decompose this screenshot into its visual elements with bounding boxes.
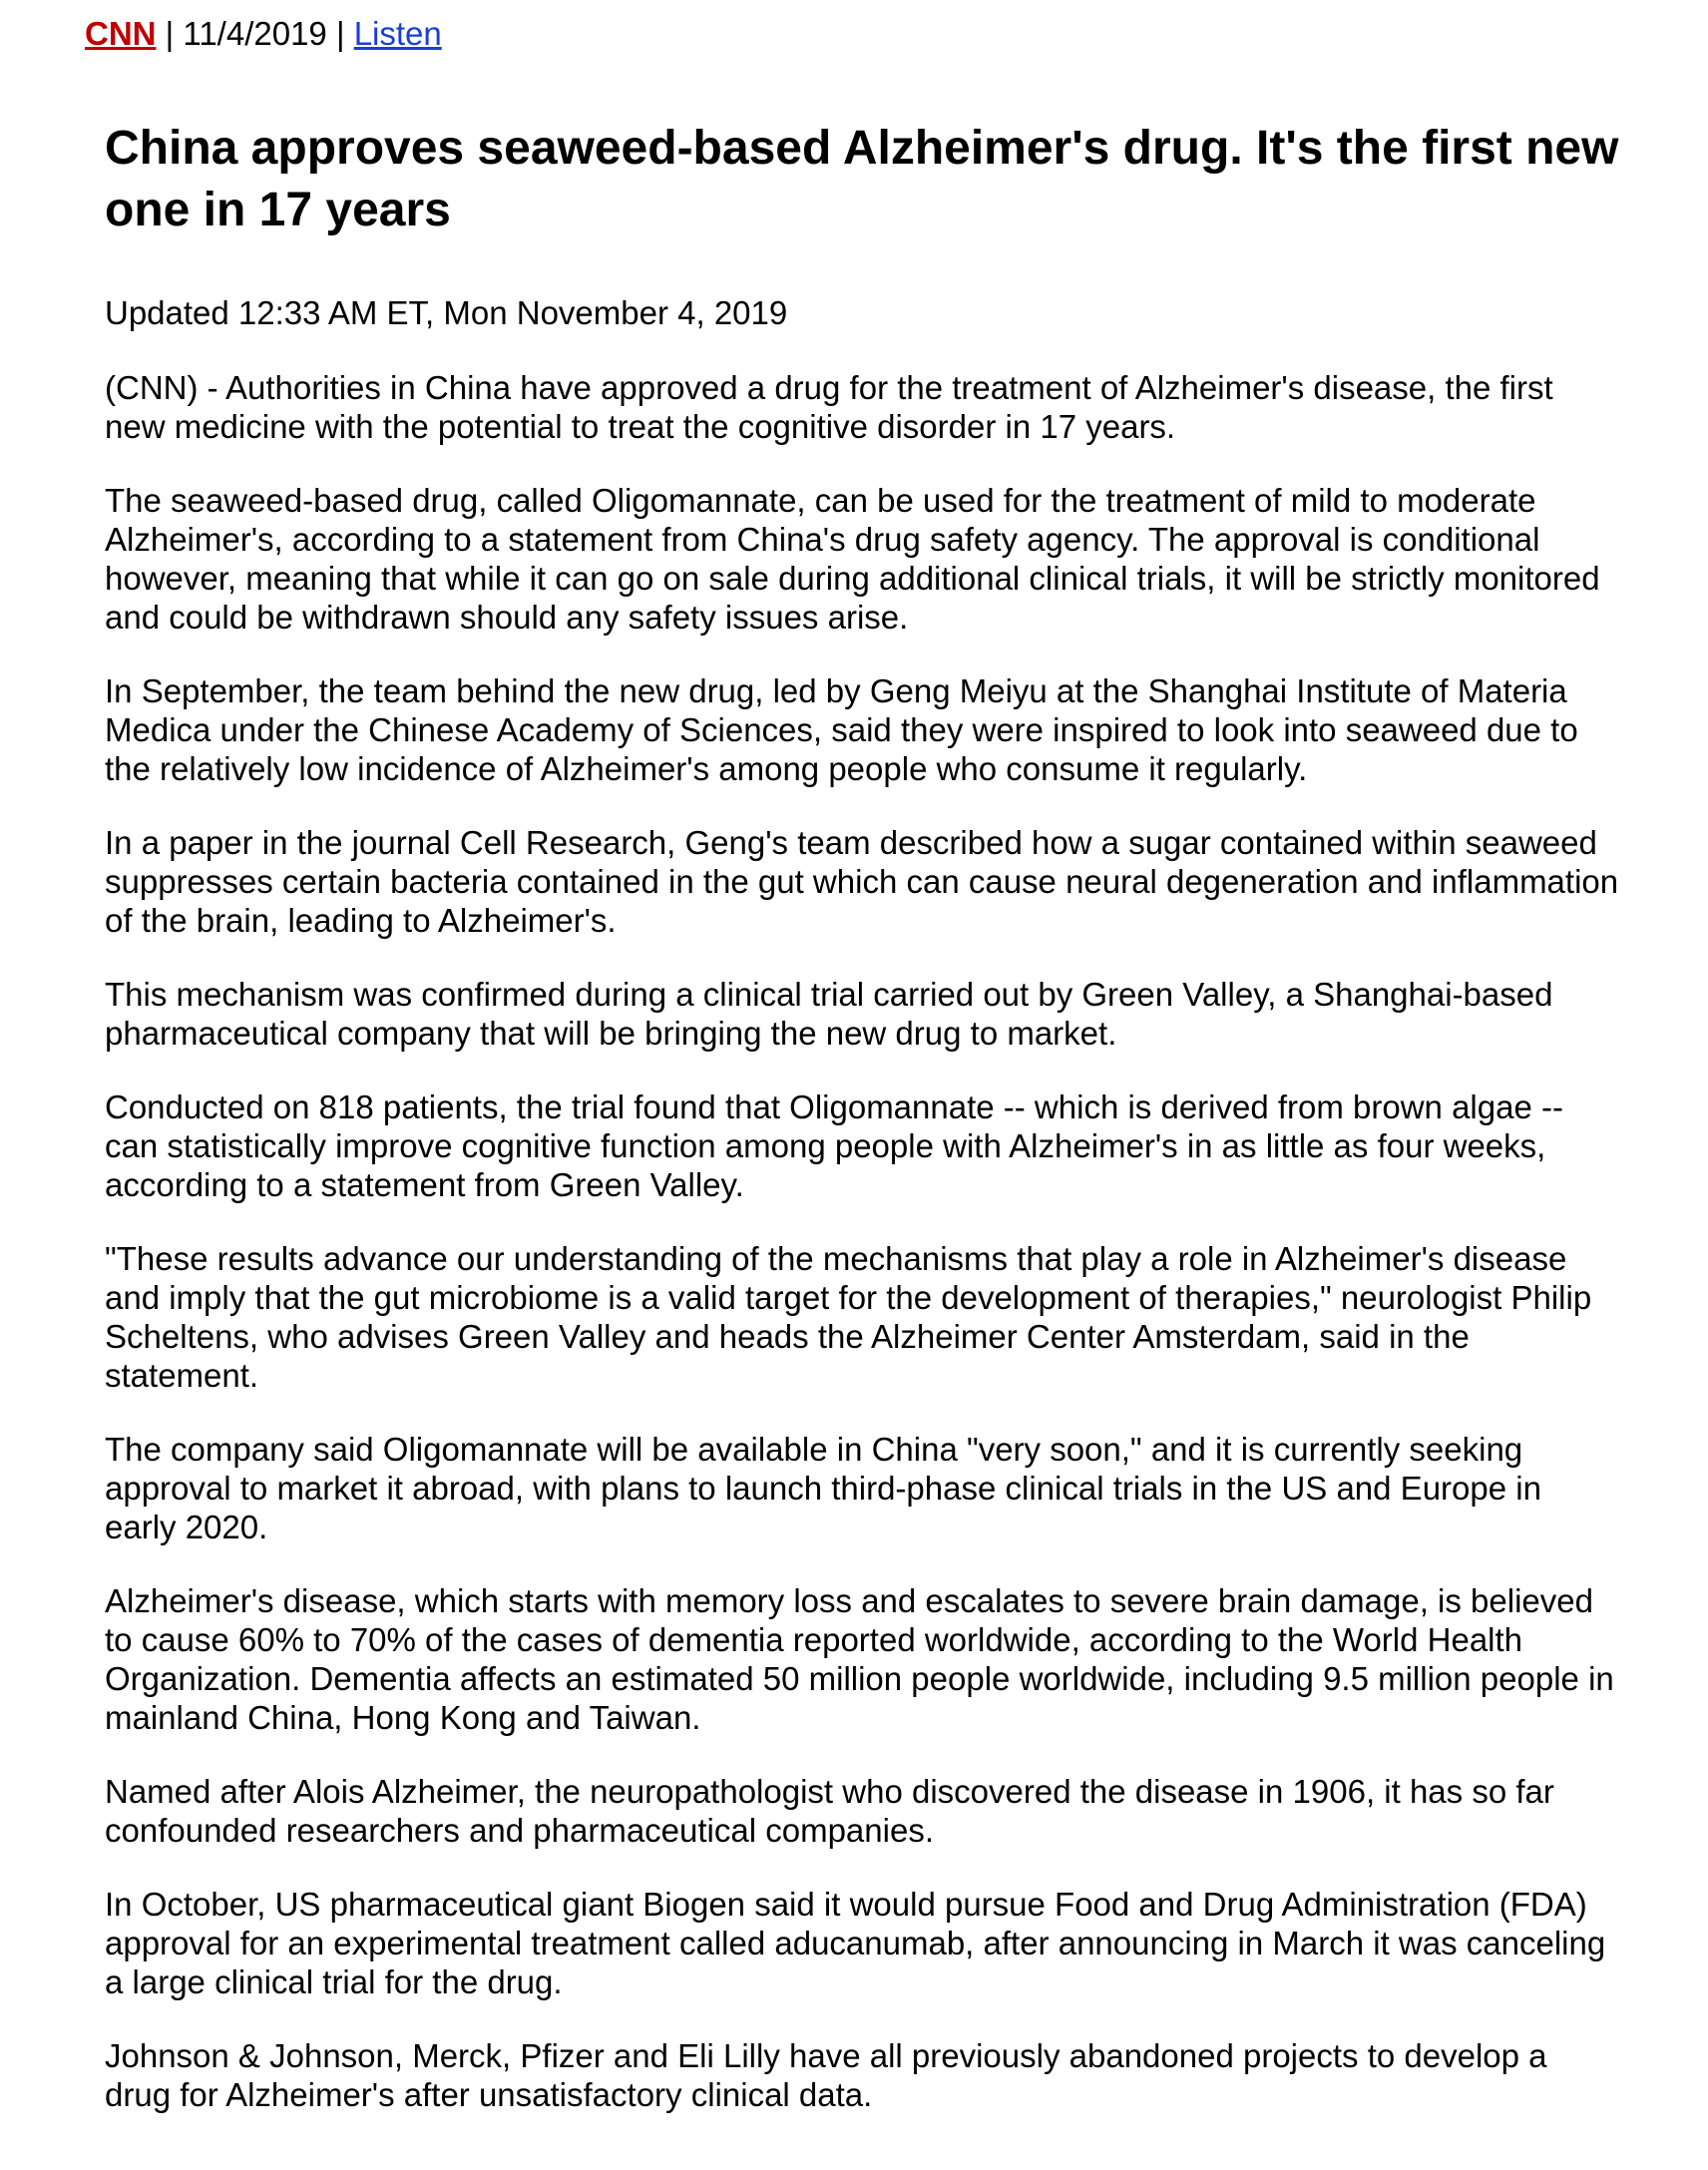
article bbox=[105, 118, 1621, 2114]
article-meta-bar bbox=[85, 14, 442, 54]
article-paragraph: Alzheimer's disease, which starts with memory loss and escalates to severe brain damage, is believed to cause 60% to 70% of the cases of dementia reported worldwide, according to the World Health Organization. Dementia affects an estimated 50 million people worldwide, including 9.5 million people in mainland China, Hong Kong and Taiwan. bbox=[105, 1582, 1614, 1736]
article-paragraph: Conducted on 818 patients, the trial found that Oligomannate -- which is derived from brown algae -- can statistically improve cognitive function among people with Alzheimer's in as little as four weeks, according to a statement from Green Valley. bbox=[105, 1088, 1563, 1203]
publish-date: 11/4/2019 bbox=[183, 15, 327, 52]
article-paragraph: This mechanism was confirmed during a clinical trial carried out by Green Valley, a Shanghai-based pharmaceutical company that will be bringing the new drug to market. bbox=[105, 976, 1553, 1052]
meta-separator: | bbox=[335, 15, 345, 52]
article-body bbox=[105, 368, 1621, 2114]
article-headline: China approves seaweed-based Alzheimer's drug. It's the first new one in 17 years bbox=[105, 122, 1619, 236]
article-paragraph: Johnson & Johnson, Merck, Pfizer and Eli Lilly have all previously abandoned projects to develop a drug for Alzheimer's after unsatisfactory clinical data. bbox=[105, 2037, 1547, 2113]
article-paragraph: Named after Alois Alzheimer, the neuropathologist who discovered the disease in 1906, it has so far confounded researchers and pharmaceutical companies. bbox=[105, 1773, 1554, 1849]
article-paragraph: "These results advance our understanding of the mechanisms that play a role in Alzheimer's disease and imply that the gut microbiome is a valid target for the development of therapies," neurologist Philip Scheltens, who advises Green Valley and heads the Alzheimer Center Amsterdam, said in the statement. bbox=[105, 1240, 1592, 1394]
meta-separator: | bbox=[165, 15, 175, 52]
article-paragraph: In a paper in the journal Cell Research, Geng's team described how a sugar contained within seaweed suppresses certain bacteria contained in the gut which can cause neural degeneration and inflammation of the brain, leading to Alzheimer's. bbox=[105, 824, 1619, 939]
updated-timestamp: Updated 12:33 AM ET, Mon November 4, 2019 bbox=[105, 294, 788, 331]
article-paragraph: (CNN) - Authorities in China have approved a drug for the treatment of Alzheimer's disease, the first new medicine with the potential to treat the cognitive disorder in 17 years. bbox=[105, 369, 1553, 445]
article-paragraph: In October, US pharmaceutical giant Biogen said it would pursue Food and Drug Administration (FDA) approval for an experimental treatment called aducanumab, after announcing in March it was canceling a large clinical trial for the drug. bbox=[105, 1886, 1606, 2000]
source-link[interactable]: CNN bbox=[85, 15, 157, 52]
article-paragraph: The company said Oligomannate will be available in China "very soon," and it is currently seeking approval to market it abroad, with plans to launch third-phase clinical trials in the US and Europe in early 2020. bbox=[105, 1431, 1541, 1545]
article-paragraph: In September, the team behind the new drug, led by Geng Meiyu at the Shanghai Institute of Materia Medica under the Chinese Academy of Sciences, said they were inspired to look into seaweed due to the relatively low incidence of Alzheimer's among people who consume it regularly. bbox=[105, 672, 1578, 787]
listen-link[interactable]: Listen bbox=[353, 15, 442, 52]
article-paragraph: The seaweed-based drug, called Oligomannate, can be used for the treatment of mild to moderate Alzheimer's, according to a statement from China's drug safety agency. The approval is conditional however, meaning that while it can go on sale during additional clinical trials, it will be strictly monitored and could be withdrawn should any safety issues arise. bbox=[105, 482, 1600, 636]
